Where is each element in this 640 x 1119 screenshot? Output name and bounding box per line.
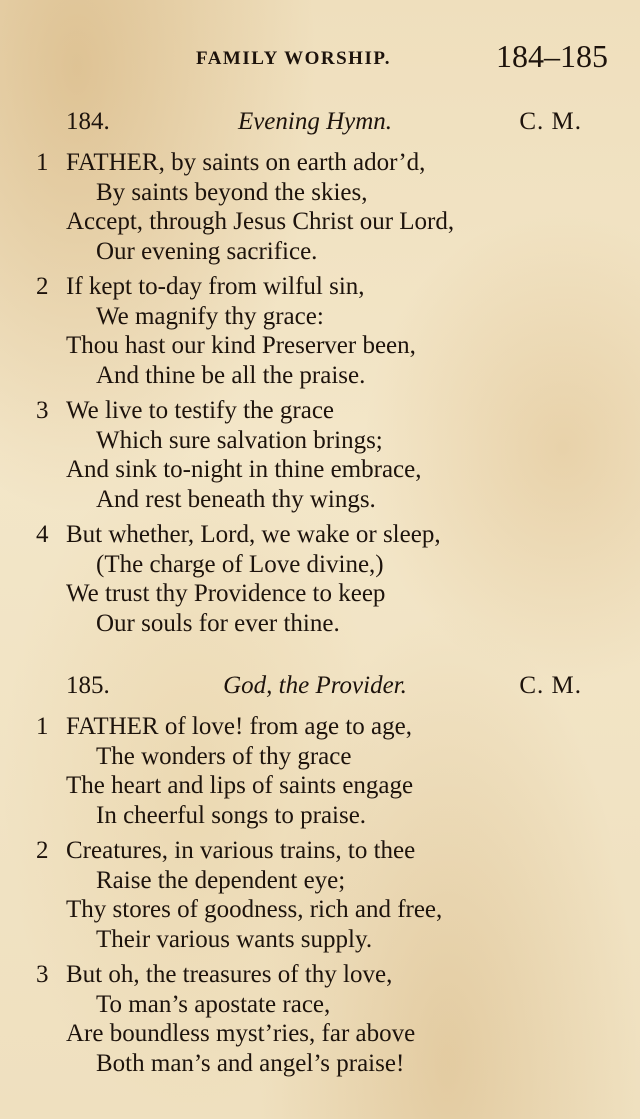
stanza-number: 3 <box>36 961 49 988</box>
stanza-2 <box>36 272 584 390</box>
stanza-number: 1 <box>36 149 49 176</box>
verse-line: Which sure salvation brings; <box>96 426 383 454</box>
verse-line: Our souls for ever thine. <box>96 609 340 637</box>
verse-line: Their various wants supply. <box>96 925 373 953</box>
verse-line: Raise the dependent eye; <box>96 866 346 894</box>
stanza-3 <box>36 396 584 514</box>
verse-line: Accept, through Jesus Christ our Lord, <box>66 208 455 235</box>
verse-line: The wonders of thy grace <box>96 742 352 770</box>
stanza-number: 4 <box>36 521 49 548</box>
running-head-title: FAMILY WORSHIP. <box>196 48 391 69</box>
verse-line: But oh, the treasures of thy love, <box>66 961 393 988</box>
verse-line: And thine be all the praise. <box>96 361 366 389</box>
verse-line: We trust thy Providence to keep <box>66 580 386 607</box>
verse-line: But whether, Lord, we wake or sleep, <box>66 521 441 548</box>
stanza-3 <box>36 960 584 1078</box>
hymn-184 <box>36 108 584 638</box>
verse-line: In cheerful songs to praise. <box>96 801 367 829</box>
verse-line: Our evening sacrifice. <box>96 237 318 265</box>
hymn-number: 184. <box>66 108 110 135</box>
verse-line: FATHER of love! from age to age, <box>66 713 412 740</box>
hymn-title: Evening Hymn. <box>237 108 393 135</box>
verse-line: By saints beyond the skies, <box>96 178 368 206</box>
verse-line: We live to testify the grace <box>66 397 335 424</box>
stanza-number: 1 <box>36 713 49 740</box>
verse-line: Are boundless myst’ries, far above <box>66 1020 416 1047</box>
verse-line: If kept to-day from wilful sin, <box>66 273 365 300</box>
verse-line: And rest beneath thy wings. <box>96 485 376 513</box>
stanza-2 <box>36 836 584 954</box>
verse-line: Thy stores of goodness, rich and free, <box>66 896 443 923</box>
verse-line: We magnify thy grace: <box>96 302 324 330</box>
verse-line: And sink to-night in thine embrace, <box>66 456 422 483</box>
hymn-meter: C. M. <box>519 108 582 135</box>
verse-line: Thou hast our kind Preserver been, <box>66 332 416 359</box>
verse-line: FATHER, by saints on earth ador’d, <box>66 149 426 176</box>
verse-line: (The charge of Love divine,) <box>96 550 384 578</box>
hymn-185 <box>36 672 584 1078</box>
stanza-number: 2 <box>36 837 49 864</box>
running-head-hymn-range: 184–185 <box>496 38 608 74</box>
stanza-1 <box>36 712 584 830</box>
hymn-number: 185. <box>66 672 110 699</box>
stanza-number: 2 <box>36 273 49 300</box>
verse-line: The heart and lips of saints engage <box>66 772 414 799</box>
verse-line: Both man’s and angel’s praise! <box>96 1049 405 1077</box>
running-head <box>0 38 608 74</box>
hymn-title: God, the Provider. <box>223 672 407 699</box>
stanza-number: 3 <box>36 397 49 424</box>
hymn-meter: C. M. <box>519 672 582 699</box>
stanza-4 <box>36 520 584 638</box>
verse-line: Creatures, in various trains, to thee <box>66 837 416 864</box>
hymn-header <box>36 672 584 706</box>
hymn-header <box>36 108 584 142</box>
stanza-1 <box>36 148 584 266</box>
verse-line: To man’s apostate race, <box>96 990 331 1018</box>
